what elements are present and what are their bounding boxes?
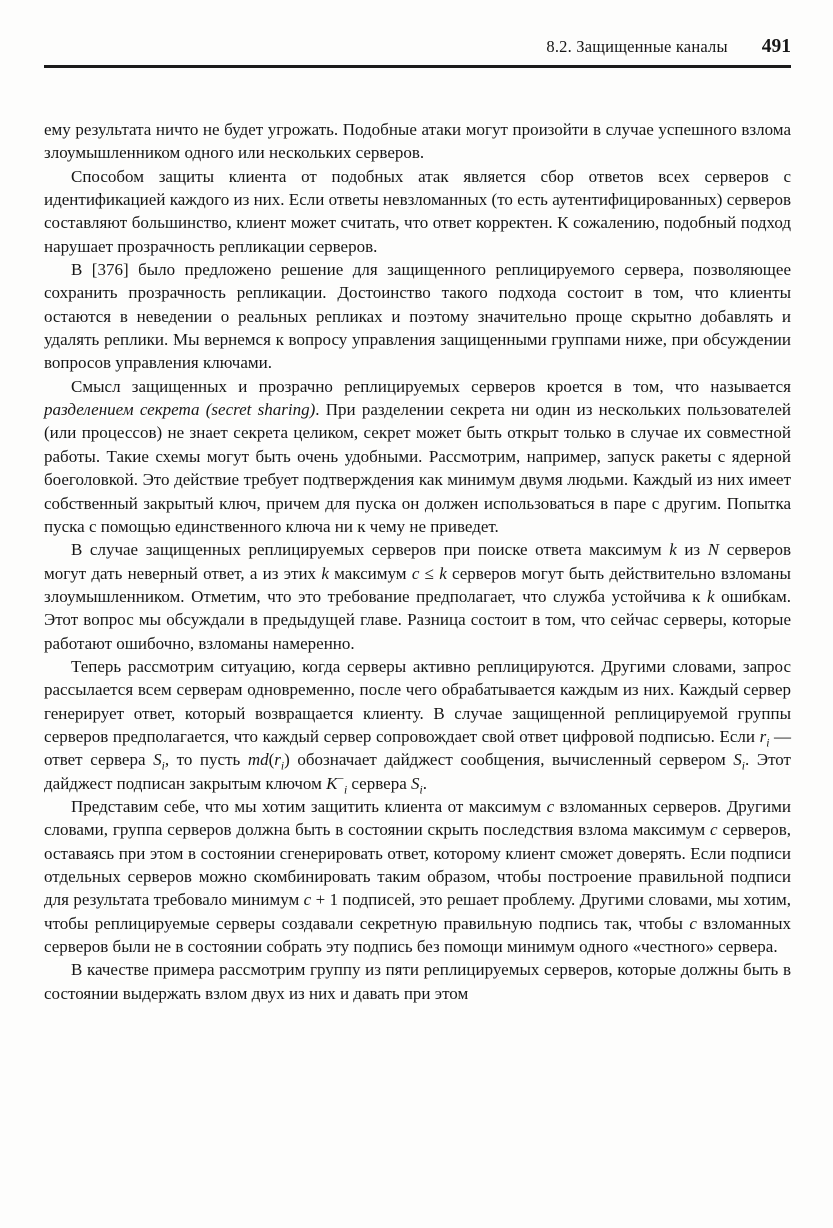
text-run: k xyxy=(321,563,329,583)
text-run: из xyxy=(676,540,708,560)
text-run: . При разделении секрета ни один из нескольких пользователей (или процессов) не знает секрета целиком, секрет может быть открыт только в случае их совместной работы. Такие схемы могут быть очень удобными. Рассмотрим, например, запуск ракеты с ядерной боеголовкой. Это действие требует подтверждения как минимум двумя людьми. Каждый из них имеет собственный закрытый ключ, причем для пуска он должен использоваться в паре с другим. Попытка пуска с помощью единственного ключа ни к чему не приведет. xyxy=(44,400,792,536)
text-run: Представим себе, что мы хотим защитить клиента от максимум xyxy=(71,796,547,816)
text-run: i xyxy=(741,759,746,773)
text-run: S xyxy=(733,750,742,770)
text-run: S xyxy=(153,750,162,770)
paragraph xyxy=(44,118,791,165)
text-run: обозначает дайджест сообщения, вычисленный сервером xyxy=(289,750,734,770)
text-run: k xyxy=(439,563,447,583)
text-run: c xyxy=(710,820,718,840)
text-run: (secret sharing) xyxy=(205,400,316,420)
text-run: взломанных серверов. Другими словами, группа серверов должна быть в состоянии скрыть последствия взлома максимум xyxy=(44,796,791,840)
text-run: Теперь рассмотрим ситуацию, когда серверы активно реплицируются. Другими словами, запрос рассылается всем серверам одновременно, после чего обрабатывается каждым из них. Каждый сервер генерирует ответ, который возвращается клиенту. В случае защищенной реплицируемой группы серверов предполагается, что каждый сервер сопровождает свой ответ цифровой подписью. Если xyxy=(44,656,791,746)
text-run: r xyxy=(274,750,281,770)
text-run: c xyxy=(689,913,697,933)
text-run: В случае защищенных реплицируемых серверов при поиске ответа максимум xyxy=(71,540,670,560)
paragraph xyxy=(44,165,791,258)
text-run: c xyxy=(411,563,420,583)
text-run: i xyxy=(419,783,423,797)
text-run: k xyxy=(669,540,677,560)
text-run: ошибкам. Этот вопрос мы обсуждали в предыдущей главе. Разница состоит в том, что сейчас серверы, которые работают ошибочно, взломаны намеренно. xyxy=(44,586,791,653)
text-run: c xyxy=(546,796,555,816)
text-run: i xyxy=(766,736,770,750)
text-run: серверов, оставаясь при этом в состоянии сгенерировать ответ, которому клиент сможет доверять. Если подписи отдельных серверов можно скомбинировать таким образом, чтобы построение правильной подписи для результата требовало минимум xyxy=(44,820,791,910)
text-run: Способом защиты клиента от подобных атак является сбор ответов всех серверов с идентификацией каждого из них. Если ответы невзломанных (то есть аутентифицированных) серверов составляют большинство, клиент может считать, что ответ корректен. К сожалению, подобный подход нарушает прозрачность репликации серверов. xyxy=(44,166,791,256)
text-run: k xyxy=(706,586,715,606)
text-run: i xyxy=(343,783,348,797)
text-run: ≤ xyxy=(419,563,440,583)
paragraph xyxy=(44,958,791,1005)
text-run: ( xyxy=(268,750,275,770)
text-run: i xyxy=(280,759,285,773)
text-run: сервера xyxy=(347,773,411,793)
text-run: Смысл защищенных и прозрачно реплицируемых серверов кроется в том, что называется xyxy=(71,376,791,396)
text-run: В качестве примера рассмотрим группу из пяти реплицируемых серверов, которые должны быть в состоянии выдержать взлом двух из них и давать при этом xyxy=(44,960,791,1003)
text-run: серверов могут дать неверный ответ, а из этих xyxy=(44,540,791,583)
text-run: В [376] было предложено решение для защищенного реплицируемого сервера, позволяющее сохранить прозрачность репликации. Достоинство такого подхода состоит в том, что клиенты остаются в неведении о реальных репликах и поэтому значительно проще скрытно добавлять и удалять реплики. Мы вернемся к вопросу управления защищенными группами ниже, при обсуждении вопросов управления ключами. xyxy=(44,260,791,373)
text-run: i xyxy=(161,759,165,773)
text-run: ) xyxy=(284,750,290,770)
paragraph xyxy=(44,655,791,795)
text-run: — ответ сервера xyxy=(44,726,791,770)
text-run: c xyxy=(303,890,312,910)
text-run: серверов могут быть действительно взломаны злоумышленником. Отметим, что это требование предполагает, что служба устойчива к xyxy=(44,563,791,606)
text-run: K xyxy=(326,773,338,793)
paragraph xyxy=(44,538,791,655)
page-number: 491 xyxy=(761,36,791,57)
text-run: ему результата ничто не будет угрожать. Подобные атаки могут произойти в случае успешного взлома злоумышленником одного или нескольких серверов. xyxy=(44,120,791,163)
running-head xyxy=(44,36,791,68)
paragraph xyxy=(44,375,791,538)
text-run: взломанных серверов были не в состоянии собрать эту подпись без помощи минимум одного «честного» сервера. xyxy=(44,913,791,957)
text-run: максимум xyxy=(328,563,412,583)
text-run: . Этот дайджест подписан закрытым ключом xyxy=(44,750,791,793)
section-title: 8.2. Защищенные каналы xyxy=(546,37,728,56)
text-run: + 1 подписей, это решает проблему. Другими словами, мы хотим, чтобы реплицируемые серверы создавали секретную правильную подпись так, чтобы xyxy=(44,890,792,933)
text-run: N xyxy=(707,540,720,560)
text-run: r xyxy=(759,726,767,746)
text-run: md xyxy=(247,750,269,770)
paragraph xyxy=(44,258,791,375)
text-run: разделением секрета xyxy=(44,400,200,420)
text-run: , то пусть xyxy=(164,750,248,770)
paragraph xyxy=(44,795,791,958)
text-run: − xyxy=(337,771,344,785)
text-run: . xyxy=(422,773,427,793)
page-body xyxy=(44,118,791,1005)
text-run: S xyxy=(411,773,420,793)
